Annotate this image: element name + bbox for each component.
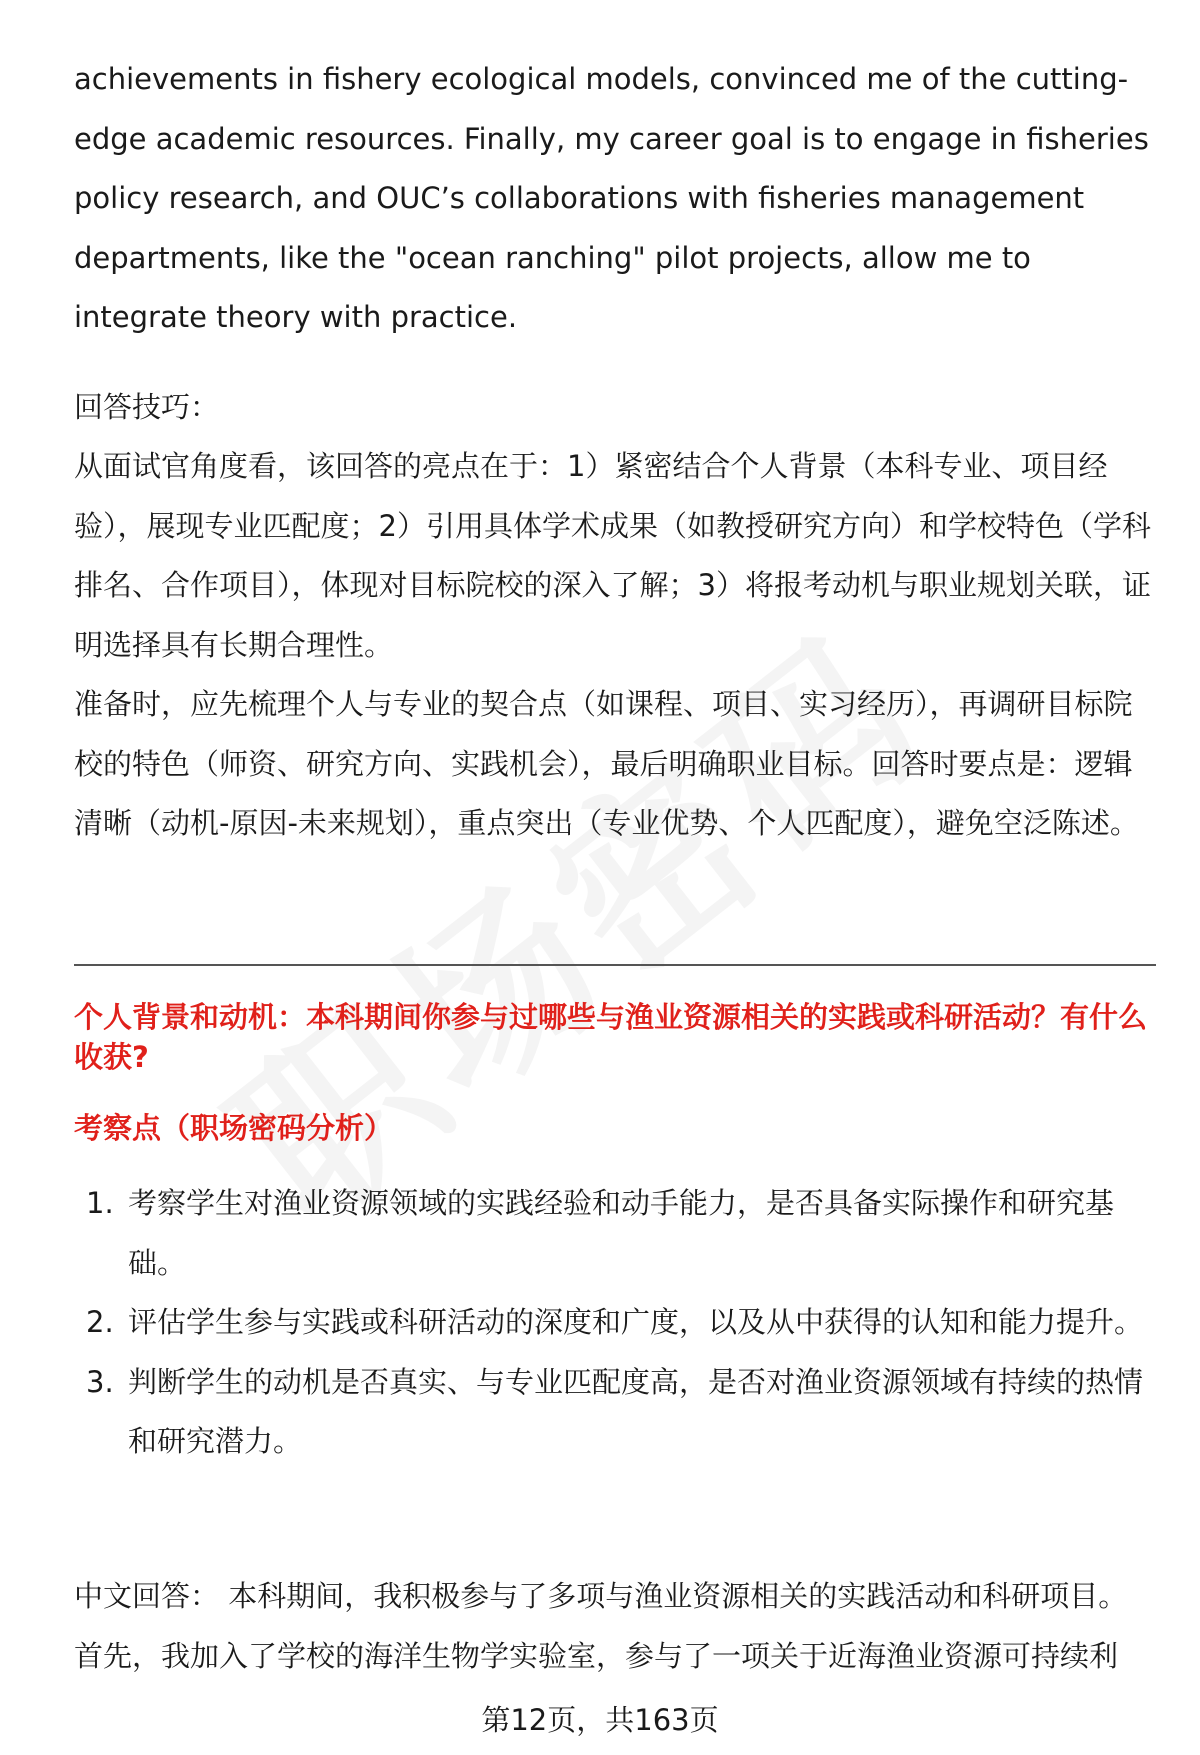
list-item xyxy=(74,1293,1154,1353)
list-item xyxy=(74,1174,1154,1293)
list-item-text: 判断学生的动机是否真实、与专业匹配度高，是否对渔业资源领域有持续的热情和研究潜力。 xyxy=(128,1364,1144,1458)
chinese-answer-paragraph: 中文回答： 本科期间，我积极参与了多项与渔业资源相关的实践活动和科研项目。首先，我加入了学校的海洋生物学实验室，参与了一项关于近海渔业资源可持续利 xyxy=(74,1579,1128,1673)
list-item-number: 2. xyxy=(86,1305,114,1339)
kaocha-list xyxy=(74,1174,1154,1472)
list-item-number: 3. xyxy=(86,1364,114,1399)
tips-title: 回答技巧： xyxy=(74,390,220,424)
question-heading: 个人背景和动机：本科期间你参与过哪些与渔业资源相关的实践或科研活动？有什么收获? xyxy=(74,1000,1148,1074)
section-divider xyxy=(74,964,1156,966)
list-item-text: 考察学生对渔业资源领域的实践经验和动手能力，是否具备实际操作和研究基础。 xyxy=(128,1186,1115,1280)
tips-paragraph-2: 准备时，应先梳理个人与专业的契合点（如课程、项目、实习经历），再调研目标院校的特色（师资、研究方向、实践机会），最后明确职业目标。回答时要点是：逻辑清晰（动机-原因-未来规划），重点突出（专业优势、个人匹配度），避免空泛陈述。 xyxy=(74,687,1139,840)
english-answer-paragraph: achievements in fishery ecological models, convinced me of the cutting-edge academic resources. Finally, my career goal is to engage in fisheries policy research, and OUC’s collaborations with fisheries management departments, like the "ocean ranching" pilot projects, allow me to integrate theory with practice. xyxy=(74,62,1149,334)
tips-paragraph-1: 从面试官角度看，该回答的亮点在于：1）紧密结合个人背景（本科专业、项目经验），展现专业匹配度；2）引用具体学术成果（如教授研究方向）和学校特色（学科排名、合作项目），体现对目标院校的深入了解；3）将报考动机与职业规划关联，证明选择具有长期合理性。 xyxy=(74,449,1151,662)
list-item-number: 1. xyxy=(86,1186,114,1220)
page-number-footer: 第12页，共163页 xyxy=(481,1703,719,1737)
list-item-text: 评估学生参与实践或科研活动的深度和广度，以及从中获得的认知和能力提升。 xyxy=(128,1305,1144,1339)
list-item xyxy=(74,1353,1154,1472)
kaocha-heading: 考察点（职场密码分析） xyxy=(74,1111,394,1145)
